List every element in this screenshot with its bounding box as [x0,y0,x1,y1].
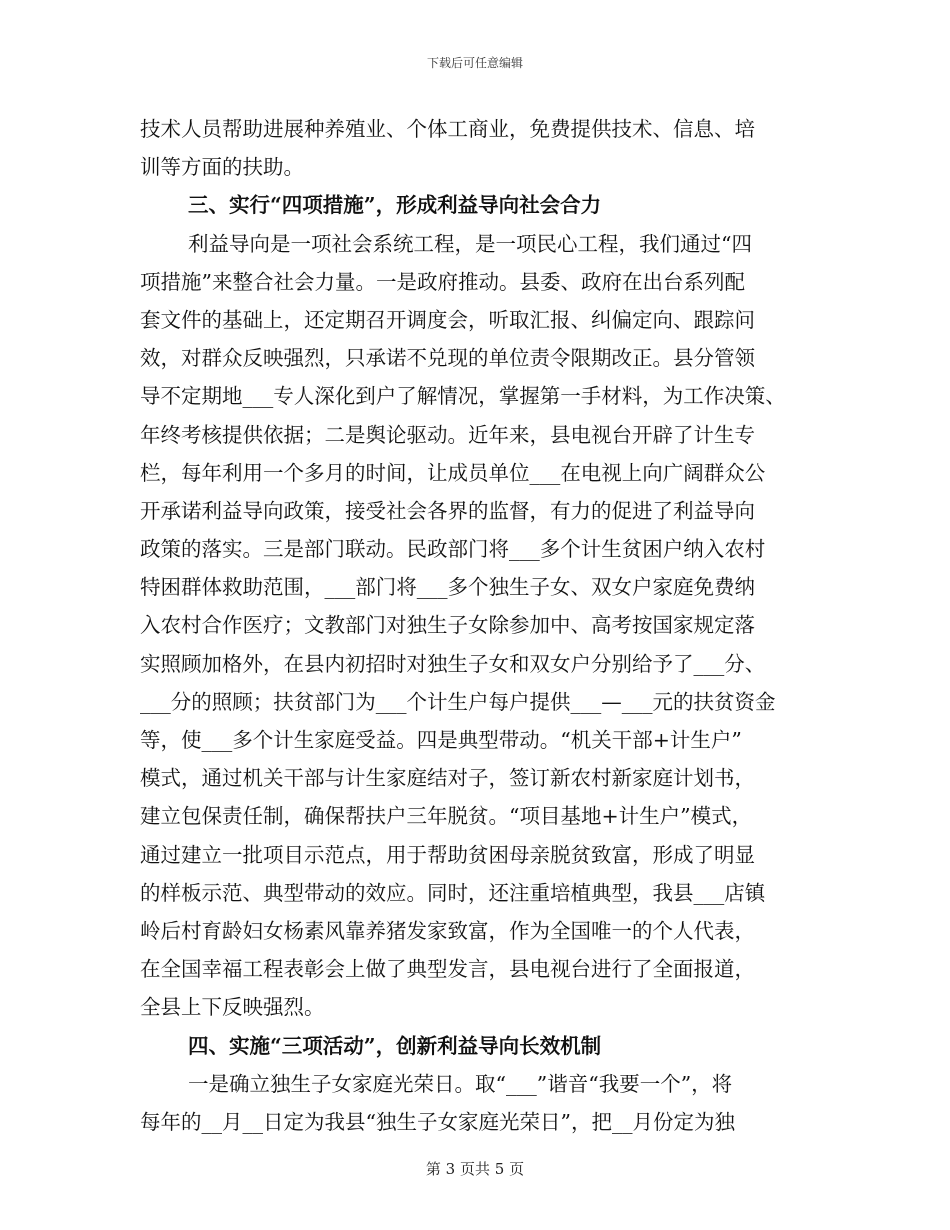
text-line: 效，对群众反映强烈，只承诺不兑现的单位责令限期改正。县分管领 [140,346,755,371]
text-line: 岭后村育龄妇女杨素风靠养猪发家致富，作为全国唯一的个人代表， [140,918,755,943]
text-line: 特困群体救助范围，___部门将___多个独生子女、双女户家庭免费纳 [140,575,755,600]
section-heading: 三、实行“四项措施”，形成利益导向社会合力 [188,193,602,218]
text-line: 入农村合作医疗；文教部门对独生子女除参加中、高考按国家规定落 [140,613,755,638]
text-line: 建立包保责任制，确保帮扶户三年脱贫。“项目基地+计生户”模式， [140,804,753,829]
text-line: 模式，通过机关干部与计生家庭结对子，签订新农村新家庭计划书， [140,766,755,791]
text-line: ___分的照顾；扶贫部门为___个计生户每户提供___—___元的扶贫资金 [140,689,776,714]
document-body [140,110,820,1141]
text-line: 实照顾加格外，在县内初招时对独生子女和双女户分别给予了___分、 [140,651,766,676]
text-line: 每年的__月__日定为我县“独生子女家庭光荣日”，把__月份定为独 [140,1109,735,1134]
text-line: 项措施”来整合社会力量。一是政府推动。县委、政府在出台系列配 [140,269,745,294]
page-header: 下载后可任意编辑 [426,56,523,70]
text-line: 开承诺利益导向政策，接受社会各界的监督，有力的促进了利益导向 [140,498,755,523]
page-footer: 第 3 页共 5 页 [425,1160,525,1178]
text-line: 政策的落实。三是部门联动。民政部门将___多个计生贫困户纳入农村 [140,537,766,562]
text-line: 利益导向是一项社会系统工程，是一项民心工程，我们通过“四 [188,231,752,256]
text-line: 等，使___多个计生家庭受益。四是典型带动。“机关干部+计生户” [140,728,742,752]
text-line: 套文件的基础上，还定期召开调度会，听取汇报、纠偏定向、跟踪问 [140,307,755,332]
text-line: 训等方面的扶助。 [140,155,304,180]
text-line: 技术人员帮助进展种养殖业、个体工商业，免费提供技术、信息、培 [140,117,755,141]
text-line: 一是确立独生子女家庭光荣日。取“___”谐音“我要一个”，将 [188,1071,733,1096]
text-line: 在全国幸福工程表彰会上做了典型发言，县电视台进行了全面报道， [140,957,755,982]
text-line: 年终考核提供依据；二是舆论驱动。近年来，县电视台开辟了计生专 [140,422,755,447]
section-heading: 四、实施“三项活动”，创新利益导向长效机制 [188,1033,602,1058]
text-line: 导不定期地___专人深化到户了解情况，掌握第一手材料，为工作决策、 [140,384,786,409]
text-line: 的样板示范、典型带动的效应。同时，还注重培植典型，我县___店镇 [140,880,766,905]
text-line: 栏，每年利用一个多月的时间，让成员单位___在电视上向广阔群众公 [140,460,766,485]
text-line: 全县上下反映强烈。 [140,995,325,1020]
text-line: 通过建立一批项目示范点，用于帮助贫困母亲脱贫致富，形成了明显 [140,842,755,867]
